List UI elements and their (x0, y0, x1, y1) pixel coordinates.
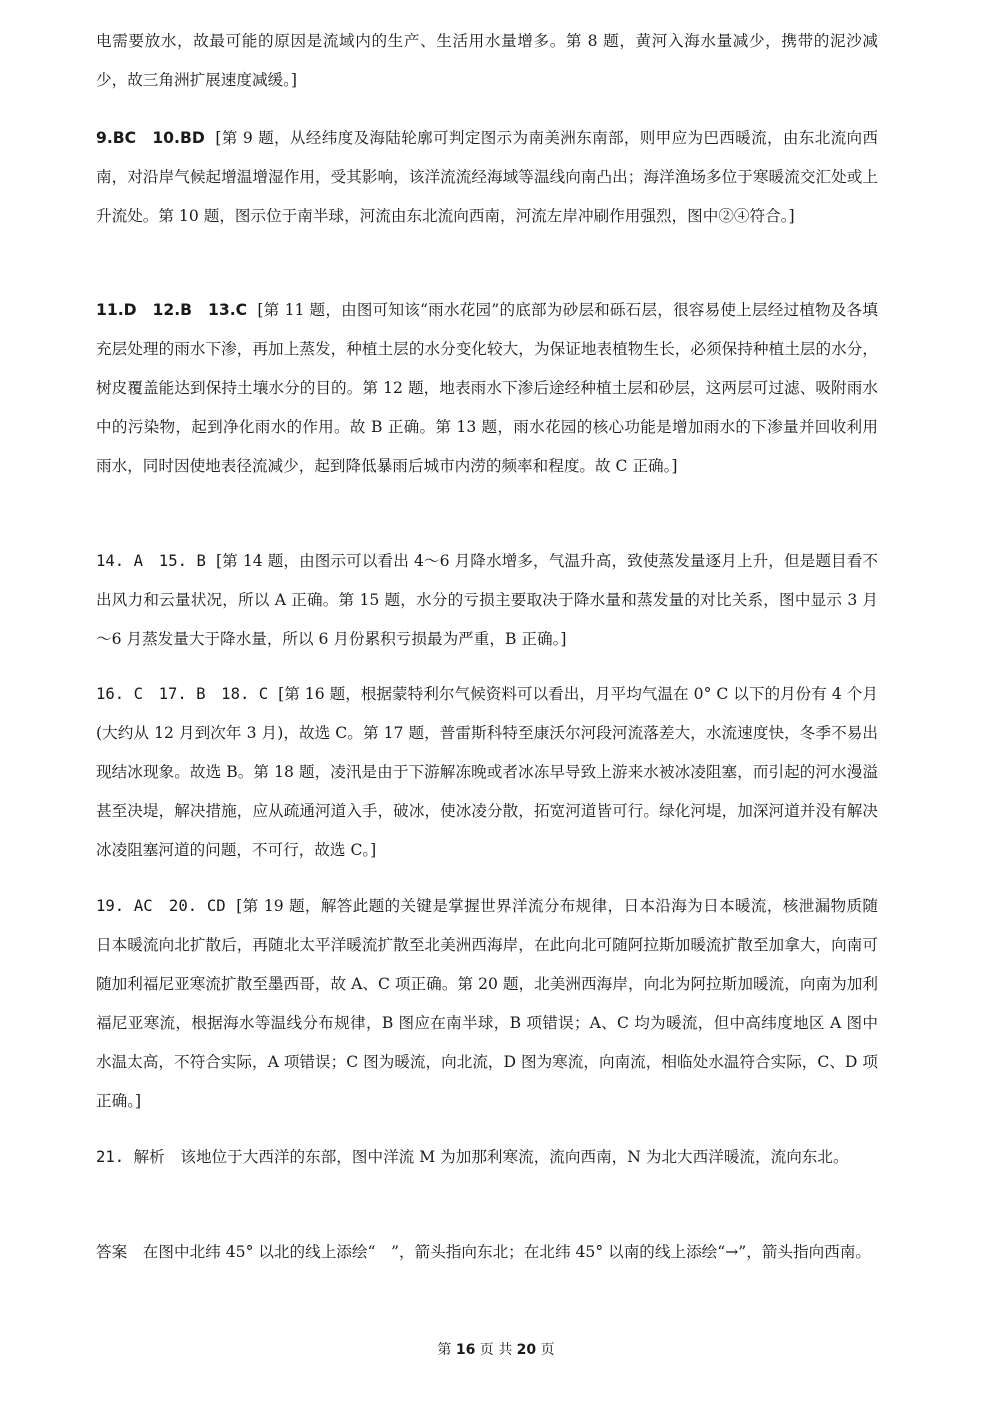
paragraph-q19-q20 (96, 887, 878, 1121)
answer-key: 16. C 17. B 18. C (96, 685, 269, 703)
paragraph-text: 在图中北纬 45° 以北的线上添绘“ ”，箭头指向东北；在北纬 45° 以南的线上添绘“→”，箭头指向西南。 (127, 1243, 872, 1261)
paragraph-text: [第 16 题，根据蒙特利尔气候资料可以看出，月平均气温在 0° C 以下的月份有 4 个月(大约从 12 月到次年 3 月)，故选 C。第 17 题，普雷斯科特至康沃尔河段河流落差大，水流速度快，冬季不易出现结冰现象。故选 B。第 18 题，凌汛是由于下游解冻晚或者冰冻早导致上游来水被冰凌阻塞，而引起的河水漫溢甚至决堤，解决措施，应从疏通河道入手，破冰，使冰凌分散，拓宽河道皆可行。绿化河堤，加深河道并没有解决冰凌阻塞河道的问题，不可行，故选 C。] (96, 685, 878, 859)
page-footer (0, 1339, 992, 1359)
footer-middle: 页 共 (479, 1342, 513, 1358)
paragraph-continued (96, 22, 878, 100)
paragraph-q16-q18 (96, 675, 878, 870)
total-page-count: 20 (516, 1342, 537, 1358)
paragraph-q21-analysis (96, 1138, 878, 1177)
answer-key: 11.D 12.B 13.C (96, 301, 248, 319)
answer-key: 答案 (96, 1243, 128, 1261)
paragraph-q11-q13 (96, 291, 878, 486)
paragraph-text: [第 14 题，由图示可以看出 4～6 月降水增多，气温升高，致使蒸发量逐月上升，但是题目看不出风力和云量状况，所以 A 正确。第 15 题，水分的亏损主要取决于降水量和蒸发量的对比关系，图中显示 3 月～6 月蒸发量大于降水量，所以 6 月份累积亏损最为严重，B 正确。] (96, 552, 878, 648)
answer-key: 19. AC 20. CD (96, 897, 226, 915)
paragraph-text: [第 19 题，解答此题的关键是掌握世界洋流分布规律，日本沿海为日本暖流，核泄漏物质随日本暖流向北扩散后，再随北太平洋暖流扩散至北美洲西海岸，在此向北可随阿拉斯加暖流扩散至加拿大，向南可随加利福尼亚寒流扩散至墨西哥，故 A、C 项正确。第 20 题，北美洲西海岸，向北为阿拉斯加暖流，向南为加利福尼亚寒流，根据海水等温线分布规律，B 图应在南半球，B 项错误；A、C 均为暖流，但中高纬度地区 A 图中水温太高，不符合实际，A 项错误；C 图为暖流，向北流，D 图为寒流，向南流，相临处水温符合实际，C、D 项正确。] (96, 897, 878, 1110)
answer-key: 9.BC 10.BD (96, 129, 205, 147)
paragraph-q14-q15 (96, 542, 878, 659)
paragraph-text: [第 11 题，由图可知该“雨水花园”的底部为砂层和砾石层，很容易使上层经过植物及各填充层处理的雨水下渗，再加上蒸发，种植土层的水分变化较大，为保证地表植物生长，必须保持种植土层的水分，树皮覆盖能达到保持土壤水分的目的。第 12 题，地表雨水下渗后途经种植土层和砂层，这两层可过滤、吸附雨水中的污染物，起到净化雨水的作用。故 B 正确。第 13 题，雨水花园的核心功能是增加雨水的下渗量并回收利用雨水，同时因使地表径流减少，起到降低暴雨后城市内涝的频率和程度。故 C 正确。] (96, 301, 878, 475)
paragraph-q21-answer (96, 1233, 878, 1272)
paragraph-text: [第 9 题，从经纬度及海陆轮廓可判定图示为南美洲东南部，则甲应为巴西暖流，由东北流向西南，对沿岸气候起增温增湿作用，受其影响，该洋流流经海域等温线向南凸出；海洋渔场多位于寒暖流交汇处或上升流处。第 10 题，图示位于南半球，河流由东北流向西南，河流左岸冲刷作用强烈，图中②④符合。] (96, 129, 879, 225)
paragraph-text: 该地位于大西洋的东部，图中洋流 M 为加那利寒流，流向西南，N 为北大西洋暖流，流向东北。 (164, 1148, 849, 1166)
paragraph-q9-q10 (96, 119, 878, 236)
footer-suffix: 页 (540, 1342, 555, 1358)
footer-prefix: 第 (437, 1342, 452, 1358)
paragraph-text: 电需要放水，故最可能的原因是流域内的生产、生活用水量增多。第 8 题，黄河入海水量减少，携带的泥沙减少，故三角洲扩展速度减缓。] (96, 32, 878, 89)
answer-key: 21. 解析 (96, 1148, 165, 1166)
answer-key: 14. A 15. B (96, 552, 206, 570)
current-page-number: 16 (455, 1342, 476, 1358)
